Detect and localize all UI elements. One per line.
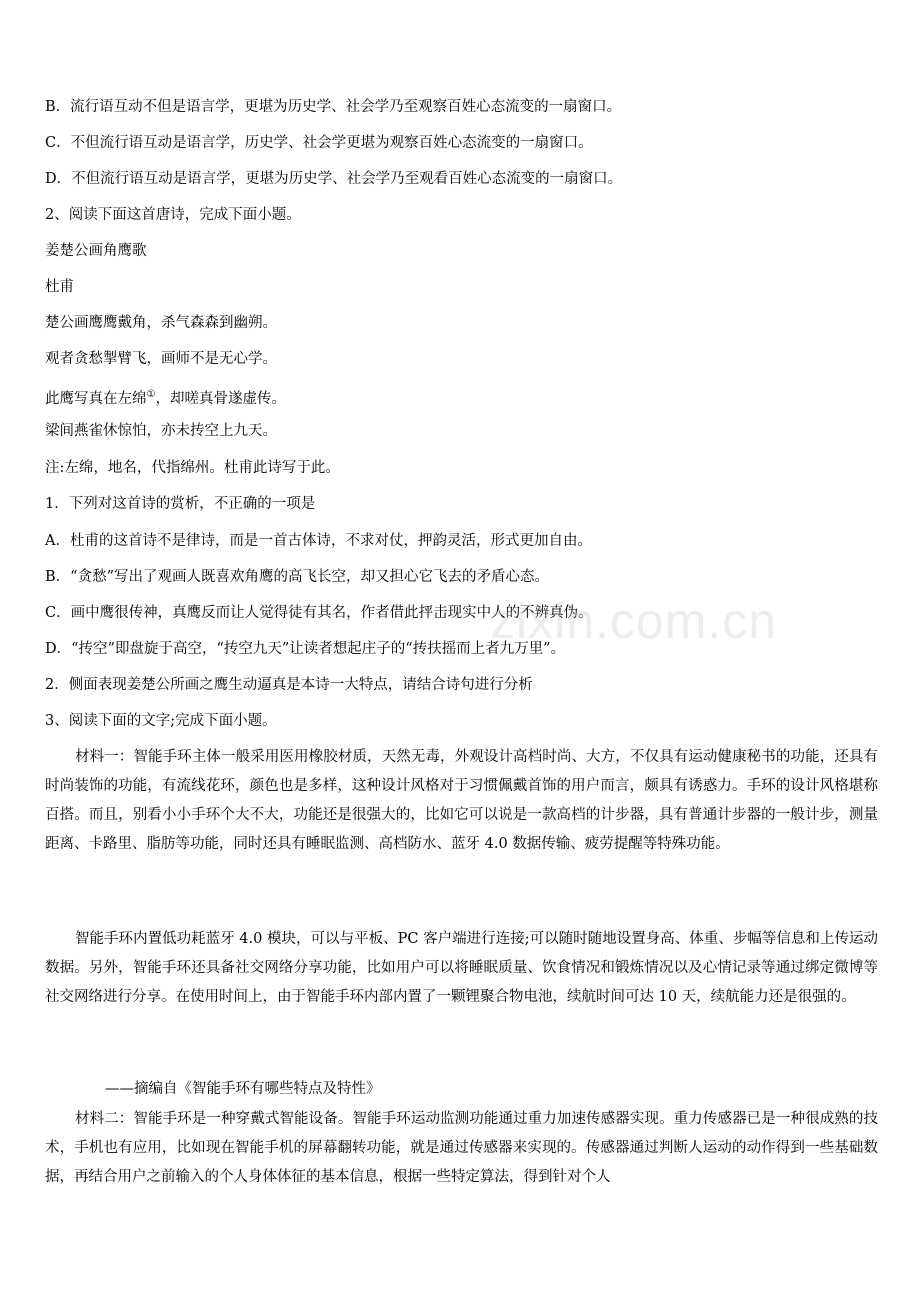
poem-line-4: 梁间燕雀休惊怕，亦未抟空上九天。 <box>45 423 277 439</box>
poem-note: 注:左绵，地名，代指绵州。杜甫此诗写于此。 <box>45 460 340 476</box>
poem-author: 杜甫 <box>45 279 74 295</box>
subquestion-2: 2．侧面表现姜楚公所画之鹰生动逼真是本诗一大特点，请结合诗句进行分析 <box>45 677 533 693</box>
material-1-paragraph-1: 材料一：智能手环主体一般采用医用橡胶材质，天然无毒，外观设计高档时尚、大方，不仅具有运动健康秘书的功能，还具有时尚装饰的功能，有流线花环，颜色也是多样，这种设计风格对于习惯佩戴首饰的用户而言，颇具有诱惑力。手环的设计风格堪称百搭。而且，别看小小手环个大不大，功能还是很强大的，比如它可以说是一款高档的计步器，具有普通计步器的一般计步，测量距离、卡路里、脂肪等功能，同时还具有睡眠监测、高档防水、蓝牙 4.0 数据传输、疲劳提醒等特殊功能。 <box>45 749 878 852</box>
option-b-prev: B．流行语互动不但是语言学，更堪为历史学、社会学乃至观察百姓心态流变的一扇窗口。 <box>45 99 622 115</box>
subquestion-1: 1．下列对这首诗的赏析，不正确的一项是 <box>45 496 316 512</box>
material-2-paragraph-1: 材料二：智能手环是一种穿戴式智能设备。智能手环运动监测功能通过重力加速传感器实现。重力传感器已是一种很成熟的技术，手机也有应用，比如现在智能手机的屏幕翻转功能，就是通过传感器来实现的。传感器通过判断人运动的动作得到一些基础数据，再结合用户之前输入的个人身体体征的基本信息，根据一些特定算法，得到针对个人 <box>45 1111 878 1185</box>
material-1-source: ——摘编自《智能手环有哪些特点及特性》 <box>105 1081 381 1097</box>
choice-c: C．画中鹰很传神，真鹰反而让人觉得徒有其名，作者借此抨击现实中人的不辨真伪。 <box>45 605 593 621</box>
option-d-prev: D．不但流行语互动是语言学，更堪为历史学、社会学乃至观看百姓心态流变的一扇窗口。 <box>45 171 623 187</box>
poem-line-2: 观者贪愁掣臂飞，画师不是无心学。 <box>45 351 277 367</box>
choice-d: D．“抟空”即盘旋于高空，“抟空九天”让读者想起庄子的“抟扶摇而上者九万里”。 <box>45 641 566 657</box>
choice-b: B．“贪愁”写出了观画人既喜欢角鹰的高飞长空，却又担心它飞去的矛盾心态。 <box>45 569 549 585</box>
poem-line-3-a: 此鹰写真在左绵 <box>45 390 147 407</box>
watermark: zixin.com.cn <box>490 593 778 649</box>
poem-line-1: 楚公画鹰鹰戴角，杀气森森到幽朔。 <box>45 315 277 331</box>
choice-a: A．杜甫的这首诗不是律诗，而是一首古体诗，不求对仗，押韵灵活，形式更加自由。 <box>45 533 592 549</box>
footnote-mark: ① <box>146 389 156 400</box>
poem-line-3-b: ，却嗟真骨遂虚传。 <box>155 390 286 407</box>
question-3-prompt: 3、阅读下面的文字;完成下面小题。 <box>45 713 277 729</box>
poem-title: 姜楚公画角鹰歌 <box>45 243 147 259</box>
material-1-paragraph-2: 智能手环内置低功耗蓝牙 4.0 模块，可以与平板、PC 客户端进行连接;可以随时随地设置身高、体重、步幅等信息和上传运动数据。另外，智能手环还具备社交网络分享功能，比如用户可以将睡眠质量、饮食情况和锻炼情况以及心情记录等通过绑定微博等社交网络进行分享。在使用时间上，由于智能手环内部内置了一颗锂聚合物电池，续航时间可达 10 天，续航能力还是很强的。 <box>45 931 878 1005</box>
option-c-prev: C．不但流行语互动是语言学，历史学、社会学更堪为观察百姓心态流变的一扇窗口。 <box>45 135 593 151</box>
question-2-prompt: 2、阅读下面这首唐诗，完成下面小题。 <box>45 207 301 223</box>
poem-line-3 <box>45 384 878 410</box>
